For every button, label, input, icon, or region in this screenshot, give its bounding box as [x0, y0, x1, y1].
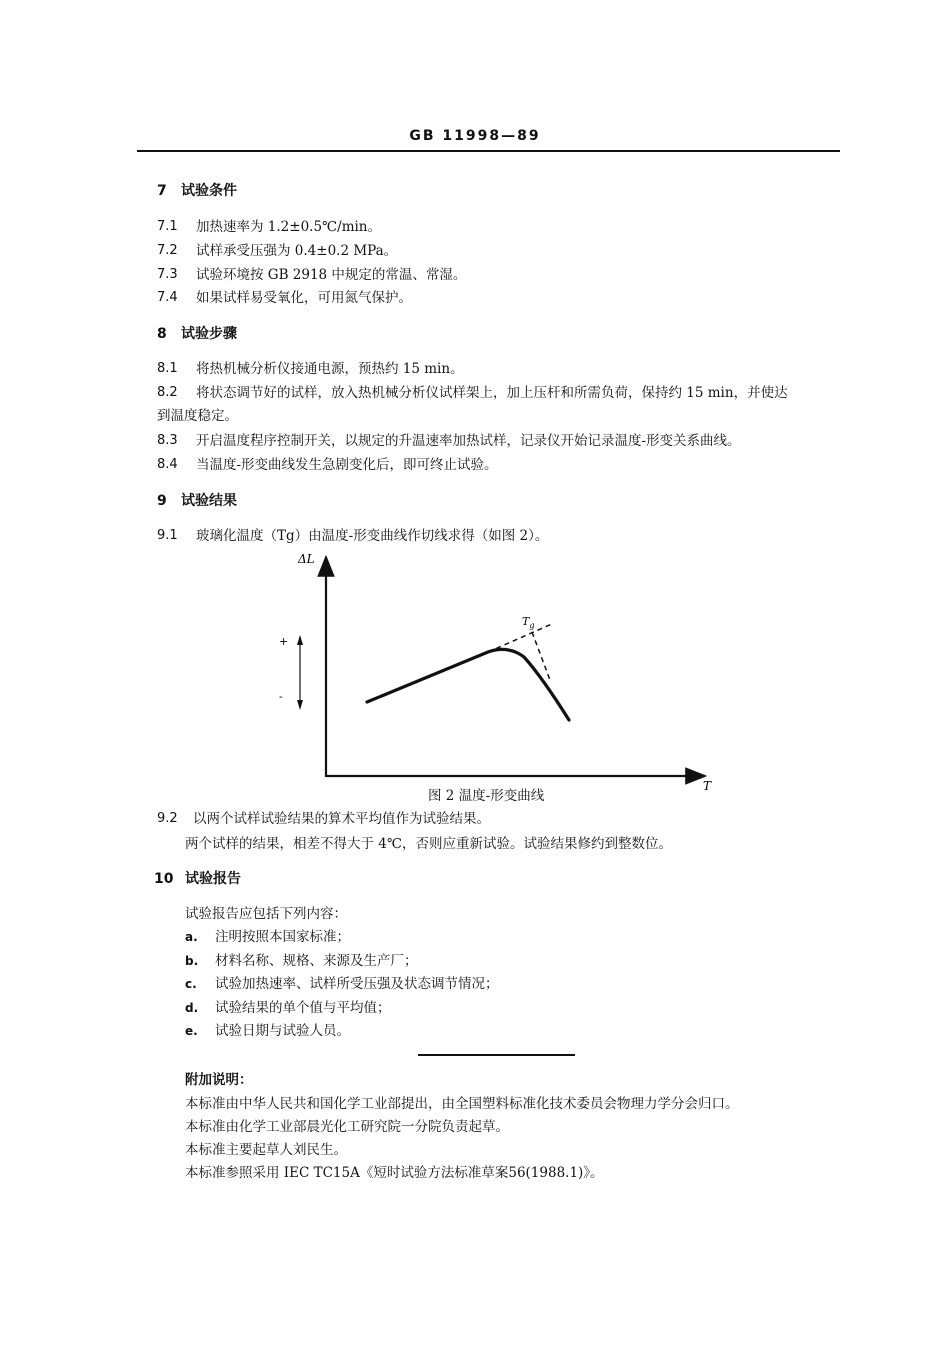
additional-note-line: 本标准由化学工业部晨光化工研究院一分院负责起草。 [185, 1119, 509, 1135]
item-number: 7.2 [157, 243, 178, 258]
item-8-2-cont: 到温度稳定。 [157, 408, 238, 424]
item-number: 8.3 [157, 433, 178, 448]
section-number: 10 [154, 871, 174, 887]
report-intro: 试验报告应包括下列内容： [185, 906, 347, 922]
item-9-2-cont: 两个试样的结果，相差不得大于 4℃，否则应重新试验。试验结果修约到整数位。 [185, 836, 672, 852]
item-number: 7.4 [157, 290, 178, 305]
section-10-heading [154, 868, 241, 888]
figure-caption: 图 2 温度-形变曲线 [428, 788, 545, 804]
item-number: 7.1 [157, 219, 178, 234]
additional-note-line: 本标准由中华人民共和国化学工业部提出，由全国塑料标准化技术委员会物理力学分会归口。 [185, 1096, 739, 1112]
x-axis-label: T [703, 779, 712, 793]
item-text: 开启温度程序控制开关，以规定的升温速率加热试样，记录仪开始记录温度-形变关系曲线。 [196, 433, 741, 449]
item-text: 当温度-形变曲线发生急剧变化后，即可终止试验。 [196, 457, 498, 473]
item-text: 以两个试样试验结果的算术平均值作为试验结果。 [193, 811, 490, 827]
section-divider [418, 1054, 575, 1056]
item-text: 试验日期与试验人员。 [215, 1023, 350, 1039]
item-number: 9.1 [157, 528, 178, 543]
plus-sign: + [279, 635, 289, 648]
item-text: 注明按照本国家标准； [215, 929, 350, 945]
y-axis-label: ΔL [298, 552, 315, 566]
minus-sign: - [279, 690, 283, 703]
item-text: 将状态调节好的试样，放入热机械分析仪试样架上，加上压杆和所需负荷，保持约 15 min，并使达 [196, 385, 788, 401]
section-title: 试验报告 [185, 871, 241, 887]
item-number: 7.3 [157, 267, 178, 282]
item-letter: b. [185, 954, 199, 968]
item-number: 8.1 [157, 361, 178, 376]
item-letter: c. [185, 977, 197, 991]
section-number: 9 [157, 493, 167, 509]
figure-2-temperature-deformation-curve [260, 545, 740, 810]
section-8-heading [157, 323, 237, 343]
item-text: 试样承受压强为 0.4±0.2 MPa。 [196, 243, 398, 259]
tangent-line-low [488, 624, 552, 652]
item-text: 将热机械分析仪接通电源，预热约 15 min。 [196, 361, 464, 377]
item-letter: d. [185, 1001, 199, 1015]
section-7-heading [157, 180, 237, 200]
tg-label: $T_g$ [522, 615, 535, 630]
item-text: 加热速率为 1.2±0.5℃/min。 [196, 219, 382, 235]
additional-note-line: 本标准主要起草人刘民生。 [185, 1142, 347, 1158]
additional-note-line: 本标准参照采用 IEC TC15A《短时试验方法标准草案56(1988.1)》。 [185, 1165, 604, 1181]
section-number: 8 [157, 326, 167, 342]
additional-notes-title: 附加说明： [185, 1072, 253, 1088]
header-rule [137, 150, 840, 152]
section-9-heading [157, 490, 237, 510]
item-letter: a. [185, 930, 198, 944]
deformation-curve [367, 649, 569, 720]
item-number: 9.2 [157, 811, 178, 826]
section-title: 试验步骤 [181, 326, 237, 342]
section-title: 试验结果 [181, 493, 237, 509]
item-text: 如果试样易受氧化，可用氮气保护。 [196, 290, 412, 306]
item-text: 玻璃化温度（Tg）由温度-形变曲线作切线求得（如图 2）。 [196, 528, 549, 544]
item-text: 材料名称、规格、来源及生产厂； [215, 953, 418, 969]
item-text: 试验加热速率、试样所受压强及状态调节情况； [215, 976, 499, 992]
item-number: 8.4 [157, 457, 178, 472]
item-number: 8.2 [157, 385, 178, 400]
standard-number: GB 11998—89 [409, 128, 541, 144]
tangent-line-high [532, 632, 550, 680]
item-letter: e. [185, 1024, 198, 1038]
item-text: 试验结果的单个值与平均值； [215, 1000, 391, 1016]
item-text: 试验环境按 GB 2918 中规定的常温、常湿。 [196, 267, 467, 283]
section-number: 7 [157, 183, 167, 199]
section-title: 试验条件 [181, 183, 237, 199]
